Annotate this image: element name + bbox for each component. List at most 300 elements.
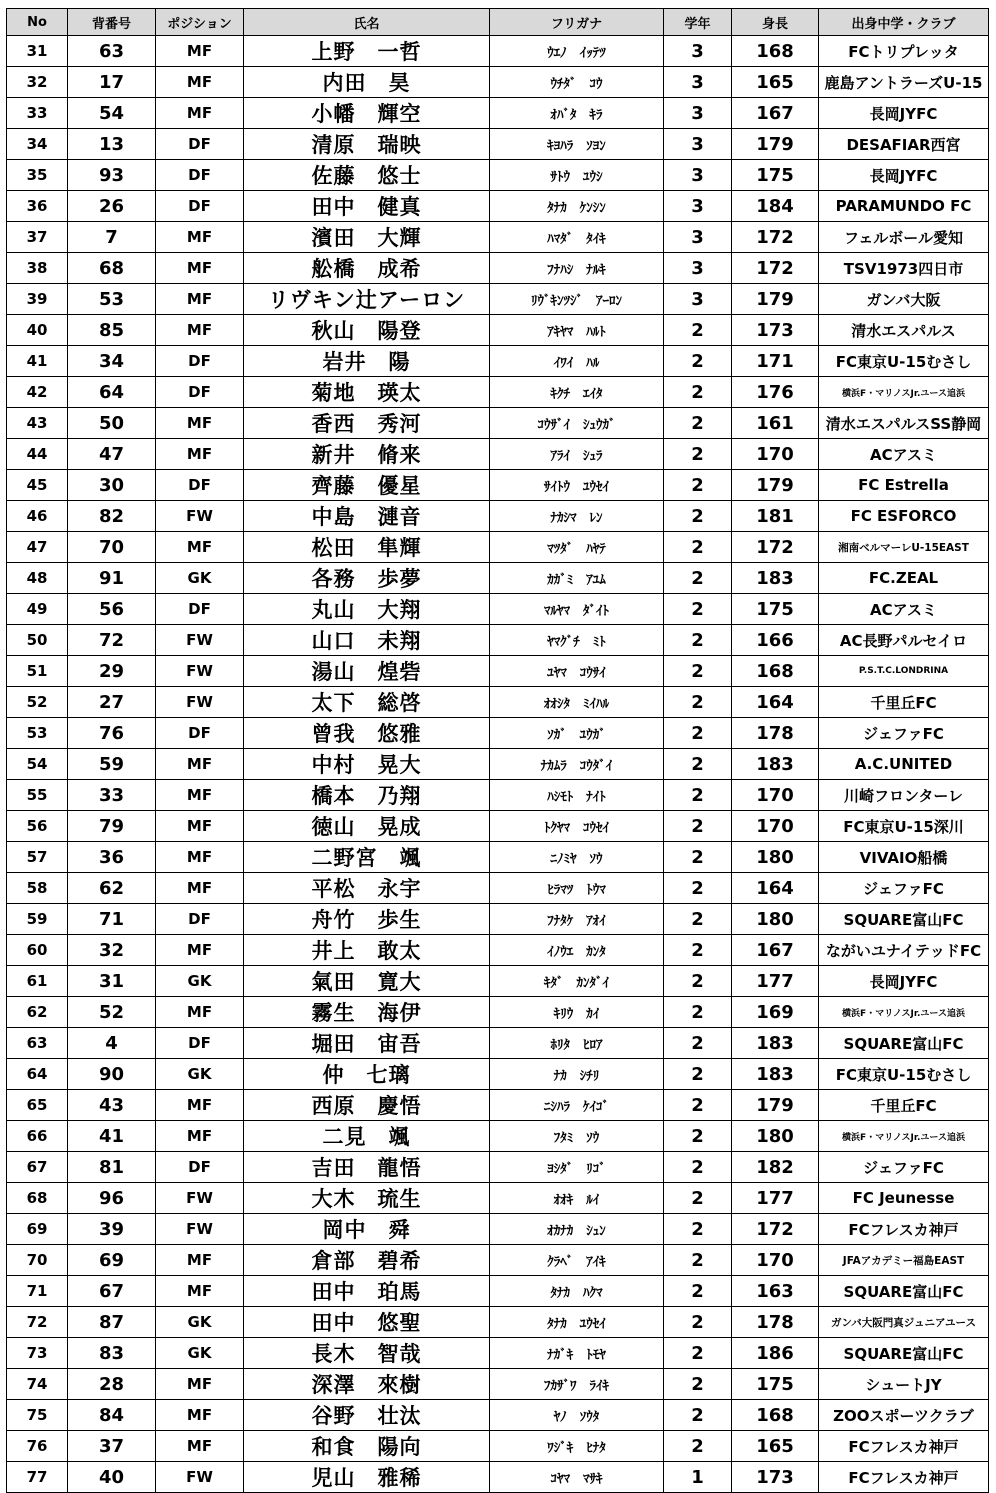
table-row (7, 1028, 989, 1059)
player-kana: ﾅｶﾑﾗ ｺｳﾀﾞｲ (490, 749, 664, 780)
player-name: 上野 一哲 (244, 36, 490, 67)
player-kana: ｺﾔﾏ ﾏｻｷ (490, 1462, 664, 1493)
player-height: 172 (732, 253, 819, 284)
player-kana: ﾀﾅｶ ﾊｸﾏ (490, 1276, 664, 1307)
player-no: 52 (7, 687, 68, 718)
player-grade: 2 (664, 1338, 732, 1369)
player-number: 64 (68, 377, 156, 408)
player-club: 千里丘FC (819, 1090, 989, 1121)
table-row (7, 470, 989, 501)
player-height: 168 (732, 36, 819, 67)
player-kana: ｶｶﾞﾐ ｱﾕﾑ (490, 563, 664, 594)
player-kana: ｸﾗﾍﾞ ｱｲｷ (490, 1245, 664, 1276)
player-number: 69 (68, 1245, 156, 1276)
player-number: 39 (68, 1214, 156, 1245)
player-kana: ﾆﾉﾐﾔ ｿｳ (490, 842, 664, 873)
player-name: 各務 歩夢 (244, 563, 490, 594)
player-kana: ﾅｶ ｼﾁﾘ (490, 1059, 664, 1090)
player-position: MF (156, 1276, 244, 1307)
player-number: 33 (68, 780, 156, 811)
player-kana: ｷﾀﾞ ｶﾝﾀﾞｲ (490, 966, 664, 997)
player-no: 60 (7, 935, 68, 966)
player-position: DF (156, 594, 244, 625)
player-name: 湯山 煌砦 (244, 656, 490, 687)
player-club: FCトリプレッタ (819, 36, 989, 67)
player-club: 横浜F・マリノスJr.ユース追浜 (819, 1121, 989, 1152)
player-grade: 2 (664, 873, 732, 904)
player-position: MF (156, 780, 244, 811)
table-row (7, 1338, 989, 1369)
player-no: 72 (7, 1307, 68, 1338)
player-grade: 3 (664, 253, 732, 284)
player-club: ジェファFC (819, 1152, 989, 1183)
player-name: 西原 慶悟 (244, 1090, 490, 1121)
player-position: FW (156, 1214, 244, 1245)
table-row (7, 842, 989, 873)
player-position: MF (156, 284, 244, 315)
player-height: 179 (732, 129, 819, 160)
player-club: ジェファFC (819, 873, 989, 904)
header-grade: 学年 (664, 9, 732, 36)
player-grade: 2 (664, 563, 732, 594)
player-kana: ﾆｼﾊﾗ ｹｲｺﾞ (490, 1090, 664, 1121)
player-height: 168 (732, 656, 819, 687)
player-number: 62 (68, 873, 156, 904)
player-grade: 2 (664, 1369, 732, 1400)
player-number: 93 (68, 160, 156, 191)
player-no: 59 (7, 904, 68, 935)
player-name: 太下 総啓 (244, 687, 490, 718)
player-name: 氣田 寛大 (244, 966, 490, 997)
player-number: 82 (68, 501, 156, 532)
player-grade: 2 (664, 749, 732, 780)
player-name: リヴキン辻アーロン (244, 284, 490, 315)
player-position: MF (156, 811, 244, 842)
player-no: 63 (7, 1028, 68, 1059)
player-no: 31 (7, 36, 68, 67)
player-name: 舟竹 歩生 (244, 904, 490, 935)
player-kana: ﾖｼﾀﾞ ﾘｺﾞ (490, 1152, 664, 1183)
player-name: 中村 晃大 (244, 749, 490, 780)
player-name: 佐藤 悠士 (244, 160, 490, 191)
player-club: FC東京U-15むさし (819, 346, 989, 377)
player-height: 180 (732, 904, 819, 935)
player-no: 43 (7, 408, 68, 439)
player-club: FCフレスカ神戸 (819, 1462, 989, 1493)
table-row (7, 749, 989, 780)
table-row (7, 253, 989, 284)
player-height: 173 (732, 1462, 819, 1493)
player-name: 児山 雅稀 (244, 1462, 490, 1493)
player-name: 平松 永宇 (244, 873, 490, 904)
player-kana: ﾀﾅｶ ﾕｳｾｲ (490, 1307, 664, 1338)
player-grade: 2 (664, 594, 732, 625)
player-number: 17 (68, 67, 156, 98)
player-name: 大木 琉生 (244, 1183, 490, 1214)
player-no: 77 (7, 1462, 68, 1493)
player-club: FC東京U-15むさし (819, 1059, 989, 1090)
player-name: 舩橋 成希 (244, 253, 490, 284)
player-grade: 3 (664, 98, 732, 129)
player-position: MF (156, 222, 244, 253)
player-name: 堀田 宙吾 (244, 1028, 490, 1059)
player-height: 175 (732, 1369, 819, 1400)
player-number: 26 (68, 191, 156, 222)
player-grade: 2 (664, 997, 732, 1028)
player-no: 44 (7, 439, 68, 470)
player-height: 164 (732, 873, 819, 904)
player-kana: ﾌﾅﾀｹ ｱｵｲ (490, 904, 664, 935)
player-name: 田中 悠聖 (244, 1307, 490, 1338)
player-kana: ﾄｸﾔﾏ ｺｳｾｲ (490, 811, 664, 842)
header-row (7, 9, 989, 36)
player-number: 43 (68, 1090, 156, 1121)
player-position: MF (156, 532, 244, 563)
table-row (7, 191, 989, 222)
player-grade: 2 (664, 842, 732, 873)
player-kana: ﾏﾙﾔﾏ ﾀﾞｲﾄ (490, 594, 664, 625)
header-kana: フリガナ (490, 9, 664, 36)
player-kana: ﾌﾀﾐ ｿｳ (490, 1121, 664, 1152)
player-no: 56 (7, 811, 68, 842)
player-position: MF (156, 1245, 244, 1276)
player-position: DF (156, 1028, 244, 1059)
player-club: JFAアカデミー福島EAST (819, 1245, 989, 1276)
player-kana: ﾅｶﾞｷ ﾄﾓﾔ (490, 1338, 664, 1369)
player-height: 178 (732, 718, 819, 749)
player-kana: ｷﾘｳ ｶｲ (490, 997, 664, 1028)
player-club: FCフレスカ神戸 (819, 1431, 989, 1462)
player-name: 丸山 大翔 (244, 594, 490, 625)
player-number: 54 (68, 98, 156, 129)
player-position: DF (156, 377, 244, 408)
player-name: 新井 脩来 (244, 439, 490, 470)
table-row (7, 1090, 989, 1121)
player-club: ガンバ大阪 (819, 284, 989, 315)
player-kana: ﾔﾉ ｿｳﾀ (490, 1400, 664, 1431)
player-kana: ﾋﾗﾏﾂ ﾄｳﾏ (490, 873, 664, 904)
table-row (7, 997, 989, 1028)
player-position: FW (156, 656, 244, 687)
player-kana: ﾘｳﾞｷﾝﾂｼﾞ ｱｰﾛﾝ (490, 284, 664, 315)
table-row (7, 36, 989, 67)
player-height: 177 (732, 1183, 819, 1214)
player-grade: 2 (664, 1400, 732, 1431)
player-grade: 2 (664, 935, 732, 966)
player-position: MF (156, 67, 244, 98)
player-number: 4 (68, 1028, 156, 1059)
player-grade: 2 (664, 718, 732, 749)
player-name: 田中 珀馬 (244, 1276, 490, 1307)
player-number: 28 (68, 1369, 156, 1400)
player-grade: 2 (664, 1431, 732, 1462)
table-row (7, 501, 989, 532)
player-position: DF (156, 904, 244, 935)
player-height: 169 (732, 997, 819, 1028)
player-club: SQUARE富山FC (819, 1338, 989, 1369)
player-no: 66 (7, 1121, 68, 1152)
player-position: GK (156, 563, 244, 594)
player-no: 70 (7, 1245, 68, 1276)
player-no: 55 (7, 780, 68, 811)
player-height: 179 (732, 284, 819, 315)
player-number: 27 (68, 687, 156, 718)
header-club: 出身中学・クラブ (819, 9, 989, 36)
player-club: ジェファFC (819, 718, 989, 749)
player-kana: ｵｶﾅｶ ｼｭﾝ (490, 1214, 664, 1245)
player-number: 41 (68, 1121, 156, 1152)
player-no: 71 (7, 1276, 68, 1307)
player-no: 69 (7, 1214, 68, 1245)
table-row (7, 129, 989, 160)
player-club: DESAFIAR西宮 (819, 129, 989, 160)
player-club: 横浜F・マリノスJr.ユース追浜 (819, 377, 989, 408)
player-height: 161 (732, 408, 819, 439)
player-name: 齊藤 優星 (244, 470, 490, 501)
player-name: 曾我 悠雅 (244, 718, 490, 749)
player-grade: 2 (664, 1214, 732, 1245)
player-height: 183 (732, 1059, 819, 1090)
player-kana: ﾜｼﾞｷ ﾋﾅﾀ (490, 1431, 664, 1462)
player-position: GK (156, 1338, 244, 1369)
player-grade: 2 (664, 780, 732, 811)
player-height: 182 (732, 1152, 819, 1183)
player-number: 85 (68, 315, 156, 346)
player-grade: 2 (664, 1090, 732, 1121)
player-grade: 3 (664, 191, 732, 222)
player-no: 32 (7, 67, 68, 98)
player-no: 73 (7, 1338, 68, 1369)
player-height: 163 (732, 1276, 819, 1307)
player-height: 186 (732, 1338, 819, 1369)
player-number: 31 (68, 966, 156, 997)
player-kana: ｻﾄｳ ﾕｳｼ (490, 160, 664, 191)
player-club: SQUARE富山FC (819, 1028, 989, 1059)
player-club: 横浜F・マリノスJr.ユース追浜 (819, 997, 989, 1028)
player-kana: ｷｸﾁ ｴｲﾀ (490, 377, 664, 408)
player-number: 68 (68, 253, 156, 284)
roster-body (7, 36, 989, 1493)
table-row (7, 160, 989, 191)
player-club: AC長野パルセイロ (819, 625, 989, 656)
player-grade: 3 (664, 160, 732, 191)
player-grade: 2 (664, 408, 732, 439)
table-row (7, 408, 989, 439)
player-no: 61 (7, 966, 68, 997)
player-number: 53 (68, 284, 156, 315)
player-grade: 2 (664, 625, 732, 656)
player-name: 岩井 陽 (244, 346, 490, 377)
player-club: フェルボール愛知 (819, 222, 989, 253)
table-row (7, 780, 989, 811)
player-position: DF (156, 129, 244, 160)
player-club: PARAMUNDO FC (819, 191, 989, 222)
player-grade: 2 (664, 687, 732, 718)
player-no: 49 (7, 594, 68, 625)
player-kana: ﾔﾏｸﾞﾁ ﾐﾄ (490, 625, 664, 656)
player-no: 46 (7, 501, 68, 532)
player-no: 64 (7, 1059, 68, 1090)
table-row (7, 1431, 989, 1462)
player-kana: ﾀﾅｶ ｹﾝｼﾝ (490, 191, 664, 222)
player-position: FW (156, 687, 244, 718)
player-kana: ｳﾁﾀﾞ ｺｳ (490, 67, 664, 98)
player-position: MF (156, 1431, 244, 1462)
player-number: 37 (68, 1431, 156, 1462)
player-height: 171 (732, 346, 819, 377)
player-club: 千里丘FC (819, 687, 989, 718)
player-club: ZOOスポーツクラブ (819, 1400, 989, 1431)
player-position: DF (156, 346, 244, 377)
player-grade: 2 (664, 1245, 732, 1276)
table-row (7, 377, 989, 408)
table-row (7, 904, 989, 935)
player-kana: ﾅｶｼﾏ ﾚﾝ (490, 501, 664, 532)
player-no: 38 (7, 253, 68, 284)
player-grade: 2 (664, 1276, 732, 1307)
player-position: FW (156, 1183, 244, 1214)
player-number: 71 (68, 904, 156, 935)
player-height: 184 (732, 191, 819, 222)
player-name: 和食 陽向 (244, 1431, 490, 1462)
player-height: 170 (732, 811, 819, 842)
player-height: 166 (732, 625, 819, 656)
player-name: 仲 七璃 (244, 1059, 490, 1090)
player-club: FC.ZEAL (819, 563, 989, 594)
player-number: 29 (68, 656, 156, 687)
table-row (7, 284, 989, 315)
player-height: 179 (732, 470, 819, 501)
player-number: 50 (68, 408, 156, 439)
player-kana: ｷﾖﾊﾗ ｿﾖﾝ (490, 129, 664, 160)
player-kana: ﾊﾏﾀﾞ ﾀｲｷ (490, 222, 664, 253)
player-position: DF (156, 160, 244, 191)
table-row (7, 935, 989, 966)
header-position: ポジション (156, 9, 244, 36)
player-name: 長木 智哉 (244, 1338, 490, 1369)
player-number: 81 (68, 1152, 156, 1183)
player-grade: 2 (664, 966, 732, 997)
table-row (7, 1214, 989, 1245)
player-position: DF (156, 718, 244, 749)
player-kana: ﾏﾂﾀﾞ ﾊﾔﾃ (490, 532, 664, 563)
header-number: 背番号 (68, 9, 156, 36)
table-row (7, 222, 989, 253)
player-no: 51 (7, 656, 68, 687)
table-row (7, 1183, 989, 1214)
player-position: FW (156, 625, 244, 656)
player-position: MF (156, 749, 244, 780)
player-grade: 2 (664, 904, 732, 935)
player-no: 40 (7, 315, 68, 346)
table-row (7, 1152, 989, 1183)
player-name: 井上 敢太 (244, 935, 490, 966)
player-height: 170 (732, 1245, 819, 1276)
player-no: 57 (7, 842, 68, 873)
player-club: FC Jeunesse (819, 1183, 989, 1214)
player-position: MF (156, 408, 244, 439)
player-kana: ｲﾜｲ ﾊﾙ (490, 346, 664, 377)
player-height: 164 (732, 687, 819, 718)
player-height: 180 (732, 1121, 819, 1152)
player-club: A.C.UNITED (819, 749, 989, 780)
player-no: 48 (7, 563, 68, 594)
player-position: MF (156, 1369, 244, 1400)
player-club: 長岡JYFC (819, 160, 989, 191)
player-no: 76 (7, 1431, 68, 1462)
player-name: 深澤 來樹 (244, 1369, 490, 1400)
player-position: MF (156, 1400, 244, 1431)
player-height: 177 (732, 966, 819, 997)
player-no: 53 (7, 718, 68, 749)
player-kana: ｵｵｷ ﾙｲ (490, 1183, 664, 1214)
player-name: 田中 健真 (244, 191, 490, 222)
player-club: P.S.T.C.LONDRINA (819, 656, 989, 687)
player-position: DF (156, 1152, 244, 1183)
table-row (7, 532, 989, 563)
player-name: 秋山 陽登 (244, 315, 490, 346)
player-grade: 2 (664, 1152, 732, 1183)
player-grade: 2 (664, 377, 732, 408)
player-no: 34 (7, 129, 68, 160)
player-name: 中島 漣音 (244, 501, 490, 532)
player-no: 50 (7, 625, 68, 656)
player-height: 168 (732, 1400, 819, 1431)
player-height: 180 (732, 842, 819, 873)
player-height: 181 (732, 501, 819, 532)
player-number: 13 (68, 129, 156, 160)
player-name: 岡中 舜 (244, 1214, 490, 1245)
table-row (7, 966, 989, 997)
player-club: 長岡JYFC (819, 98, 989, 129)
player-number: 83 (68, 1338, 156, 1369)
player-name: 香西 秀河 (244, 408, 490, 439)
player-no: 39 (7, 284, 68, 315)
player-no: 65 (7, 1090, 68, 1121)
player-kana: ｺｳｻﾞｲ ｼｭｳｶﾞ (490, 408, 664, 439)
player-position: MF (156, 36, 244, 67)
player-name: 二野宮 颯 (244, 842, 490, 873)
player-number: 63 (68, 36, 156, 67)
player-number: 76 (68, 718, 156, 749)
player-height: 183 (732, 563, 819, 594)
table-row (7, 1462, 989, 1493)
table-row (7, 1059, 989, 1090)
player-kana: ﾌｶｻﾞﾜ ﾗｲｷ (490, 1369, 664, 1400)
player-club: 長岡JYFC (819, 966, 989, 997)
player-name: 松田 隼輝 (244, 532, 490, 563)
player-no: 35 (7, 160, 68, 191)
table-row (7, 1245, 989, 1276)
player-club: 清水エスパルスSS静岡 (819, 408, 989, 439)
roster-table (6, 8, 989, 1493)
player-club: VIVAIO船橋 (819, 842, 989, 873)
header-no: No (7, 9, 68, 36)
player-height: 183 (732, 1028, 819, 1059)
player-height: 176 (732, 377, 819, 408)
player-grade: 3 (664, 67, 732, 98)
player-no: 45 (7, 470, 68, 501)
player-name: 倉部 碧希 (244, 1245, 490, 1276)
table-row (7, 346, 989, 377)
player-grade: 2 (664, 1028, 732, 1059)
player-name: 橋本 乃翔 (244, 780, 490, 811)
player-position: MF (156, 1090, 244, 1121)
player-kana: ｱｷﾔﾏ ﾊﾙﾄ (490, 315, 664, 346)
player-no: 54 (7, 749, 68, 780)
player-number: 84 (68, 1400, 156, 1431)
table-row (7, 439, 989, 470)
